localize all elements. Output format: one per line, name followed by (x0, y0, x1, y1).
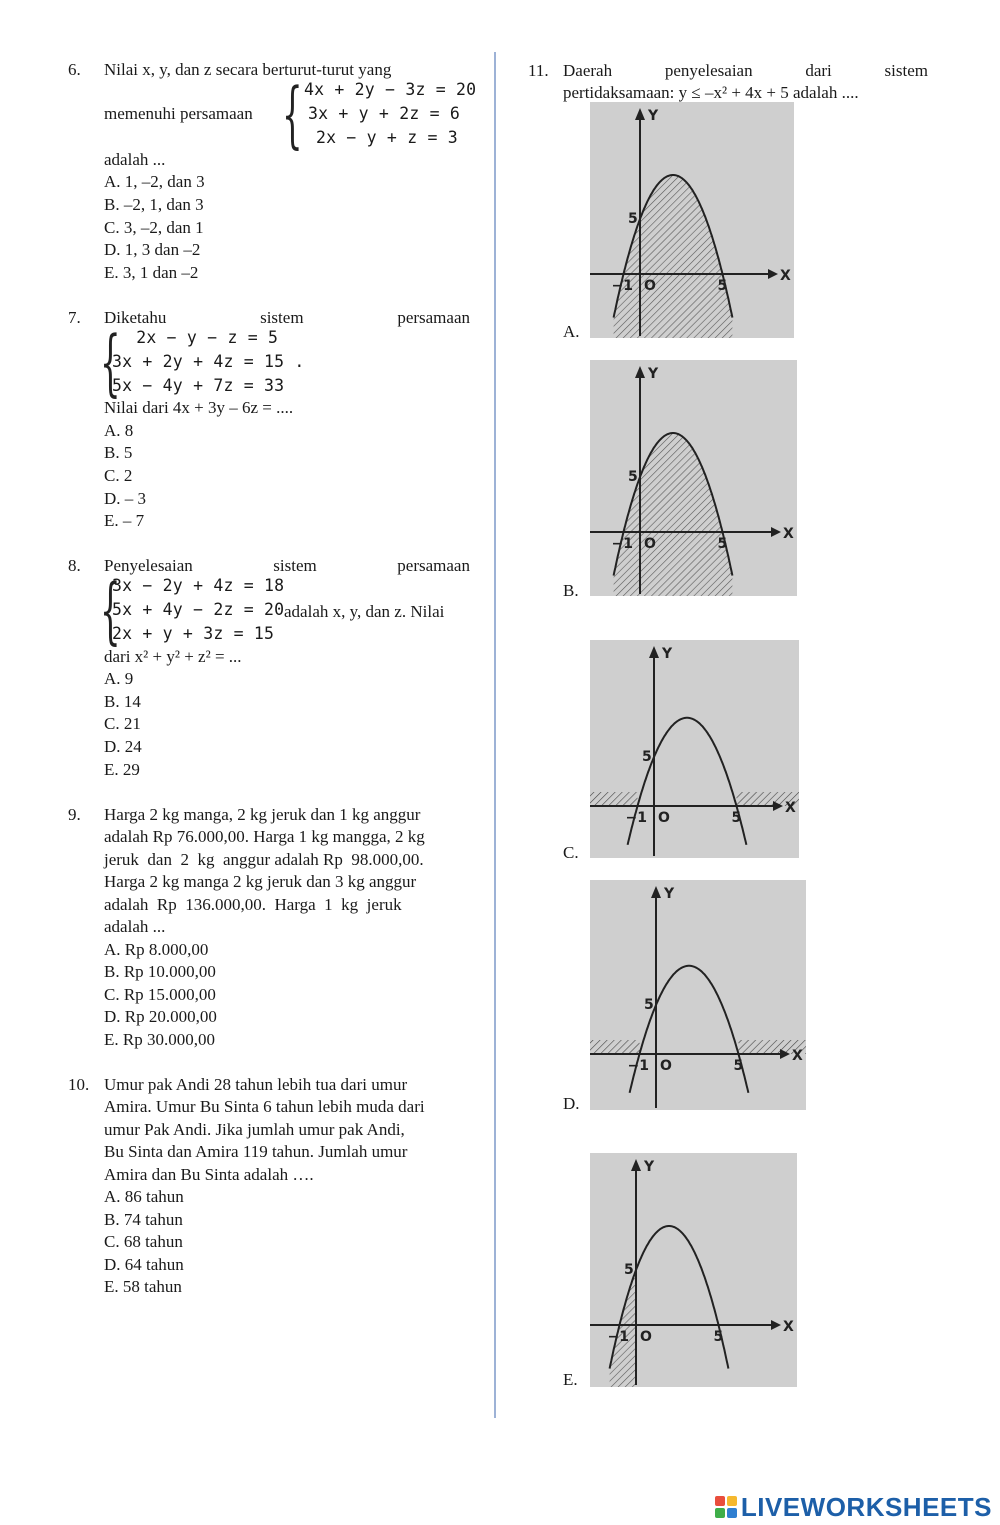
shaded-region (611, 433, 733, 596)
q7-line1: Diketahu sistem persamaan (104, 308, 470, 327)
logo-square-blue (727, 1508, 737, 1518)
q11-graph-d[interactable] (590, 880, 806, 1110)
q11-graph-c[interactable] (590, 640, 799, 858)
q10-line-2: Amira. Umur Bu Sinta 6 tahun lebih muda dari (104, 1097, 425, 1116)
root-5-label: 5 (717, 278, 728, 294)
q6-eq-2: 3x + y + 2z = 6 (308, 104, 461, 123)
q8-option-b[interactable]: B. 14 (104, 692, 141, 711)
q8-brace: { (100, 568, 121, 652)
q11-option-c-letter: C. (563, 843, 579, 862)
root-5-label: 5 (731, 810, 742, 826)
q9-line-2: adalah Rp 76.000,00. Harga 1 kg mangga, 2 kg (104, 827, 425, 846)
q7-eq-1: 2x − y − z = 5 (116, 328, 279, 347)
q8-option-a[interactable]: A. 9 (104, 669, 134, 688)
y-axis-label: Y (648, 366, 659, 382)
q9-option-c[interactable]: C. Rp 15.000,00 (104, 985, 216, 1004)
q11-graph-a[interactable] (590, 102, 794, 338)
q7-option-e[interactable]: E. – 7 (104, 511, 145, 530)
y-axis-label: Y (644, 1159, 655, 1175)
q9-line-1: Harga 2 kg manga, 2 kg jeruk dan 1 kg anggur (104, 805, 421, 824)
q6-option-b[interactable]: B. –2, 1, dan 3 (104, 195, 204, 214)
q7-eq-3: 5x − 4y + 7z = 33 (112, 376, 285, 395)
y-axis-arrow (651, 886, 661, 898)
q8-number: 8. (68, 556, 81, 575)
x-axis-arrow (768, 269, 778, 279)
q10-line-3: umur Pak Andi. Jika jumlah umur pak Andi, (104, 1120, 405, 1139)
q7-question: Nilai dari 4x + 3y – 6z = .... (104, 398, 294, 417)
q6-number: 6. (68, 60, 81, 79)
q10-option-d[interactable]: D. 64 tahun (104, 1255, 184, 1274)
q9-option-d[interactable]: D. Rp 20.000,00 (104, 1007, 217, 1026)
q11-line1: Daerah penyelesaian dari sistem (563, 61, 928, 80)
q6-eq-3: 2x − y + z = 3 (316, 128, 458, 147)
root-neg1-label: −1 (607, 1329, 629, 1345)
q11-graph-e[interactable] (590, 1153, 797, 1387)
q6-option-a[interactable]: A. 1, –2, dan 3 (104, 172, 205, 191)
q9-line-3: jeruk dan 2 kg anggur adalah Rp 98.000,00. (104, 850, 424, 869)
q8-eq-2: 5x + 4y − 2z = 20 (112, 600, 285, 619)
x-axis-label: X (780, 268, 791, 284)
y-axis-arrow (635, 108, 645, 120)
y-axis-label: Y (648, 108, 659, 124)
q6-line1: Nilai x, y, dan z secara berturut-turut yang (104, 60, 392, 79)
origin-label: O (660, 1058, 672, 1074)
column-divider (494, 52, 496, 1418)
q8-option-d[interactable]: D. 24 (104, 737, 142, 756)
q8-eq-tail: adalah x, y, dan z. Nilai (284, 602, 445, 621)
q10-option-b[interactable]: B. 74 tahun (104, 1210, 183, 1229)
q9-option-b[interactable]: B. Rp 10.000,00 (104, 962, 216, 981)
q7-brace: { (100, 320, 121, 404)
root-neg1-label: −1 (627, 1058, 649, 1074)
liveworksheets-wordmark: LIVEWORKSHEETS (740, 1491, 992, 1522)
origin-label: O (644, 536, 656, 552)
q11-option-b-letter: B. (563, 581, 579, 600)
q11-graph-b[interactable] (590, 360, 797, 596)
q6-brace: { (282, 72, 303, 156)
root-neg1-label: −1 (625, 810, 647, 826)
y-axis-arrow (631, 1159, 641, 1171)
q10-option-e[interactable]: E. 58 tahun (104, 1277, 182, 1296)
q10-number: 10. (68, 1075, 90, 1094)
q10-line-5: Amira dan Bu Sinta adalah …. (104, 1165, 314, 1184)
x-axis-label: X (792, 1048, 803, 1064)
liveworksheets-mark-icon (715, 1496, 737, 1518)
q7-option-d[interactable]: D. – 3 (104, 489, 147, 508)
root-5-label: 5 (733, 1058, 744, 1074)
logo-square-red (715, 1496, 725, 1506)
q10-option-c[interactable]: C. 68 tahun (104, 1232, 183, 1251)
x-axis-label: X (785, 800, 796, 816)
q8-eq-1: 3x − 2y + 4z = 18 (112, 576, 285, 595)
origin-label: O (640, 1329, 652, 1345)
q7-option-b[interactable]: B. 5 (104, 443, 133, 462)
logo-square-yellow (727, 1496, 737, 1506)
q6-lead: memenuhi persamaan (104, 104, 253, 123)
q11-option-e-letter: E. (563, 1370, 578, 1389)
y-intercept-label: 5 (624, 1262, 634, 1278)
q7-eq-2: 3x + 2y + 4z = 15 . (112, 352, 305, 371)
root-5-label: 5 (717, 536, 728, 552)
y-axis-arrow (649, 646, 659, 658)
q8-question: dari x² + y² + z² = ... (104, 647, 242, 666)
x-axis-label: X (783, 526, 794, 542)
q6-option-e[interactable]: E. 3, 1 dan –2 (104, 263, 199, 282)
shaded-region (611, 175, 733, 338)
y-axis-arrow (635, 366, 645, 378)
x-axis-arrow (771, 1320, 781, 1330)
q9-line-5: adalah Rp 136.000,00. Harga 1 kg jeruk (104, 895, 402, 914)
y-axis-label: Y (664, 886, 675, 902)
y-intercept-label: 5 (642, 749, 652, 765)
origin-label: O (658, 810, 670, 826)
q10-line-4: Bu Sinta dan Amira 119 tahun. Jumlah umur (104, 1142, 408, 1161)
root-neg1-label: −1 (611, 536, 633, 552)
q7-option-a[interactable]: A. 8 (104, 421, 134, 440)
q8-option-c[interactable]: C. 21 (104, 714, 141, 733)
q11-line2: pertidaksamaan: y ≤ –x² + 4x + 5 adalah .... (563, 83, 859, 102)
q9-line-4: Harga 2 kg manga 2 kg jeruk dan 3 kg anggur (104, 872, 417, 891)
y-intercept-label: 5 (628, 469, 638, 485)
shaded-region-left (590, 792, 638, 806)
q8-line1: Penyelesaian sistem persamaan (104, 556, 470, 575)
q6-tail: adalah ... (104, 150, 166, 169)
logo-square-green (715, 1508, 725, 1518)
q8-eq-3: 2x + y + 3z = 15 (112, 624, 275, 643)
q7-option-c[interactable]: C. 2 (104, 466, 133, 485)
q9-number: 9. (68, 805, 81, 824)
q9-option-e[interactable]: E. Rp 30.000,00 (104, 1030, 215, 1049)
root-5-label: 5 (713, 1329, 724, 1345)
x-axis-arrow (771, 527, 781, 537)
q6-eq-1: 4x + 2y − 3z = 20 (304, 80, 477, 99)
q11-option-a-letter: A. (563, 322, 580, 341)
q6-option-c[interactable]: C. 3, –2, dan 1 (104, 218, 204, 237)
origin-label: O (644, 278, 656, 294)
liveworksheets-logo (715, 1492, 992, 1522)
q7-number: 7. (68, 308, 81, 327)
x-axis-label: X (783, 1319, 794, 1335)
q9-line-6: adalah ... (104, 917, 166, 936)
root-neg1-label: −1 (611, 278, 633, 294)
shaded-region-left (590, 1040, 640, 1054)
q9-option-a[interactable]: A. Rp 8.000,00 (104, 940, 209, 959)
y-intercept-label: 5 (644, 997, 654, 1013)
q10-line-1: Umur pak Andi 28 tahun lebih tua dari umur (104, 1075, 408, 1094)
q8-option-e[interactable]: E. 29 (104, 760, 140, 779)
q10-option-a[interactable]: A. 86 tahun (104, 1187, 184, 1206)
q11-number: 11. (528, 61, 549, 80)
y-intercept-label: 5 (628, 211, 638, 227)
y-axis-label: Y (662, 646, 673, 662)
q6-option-d[interactable]: D. 1, 3 dan –2 (104, 240, 201, 259)
q11-option-d-letter: D. (563, 1094, 580, 1113)
